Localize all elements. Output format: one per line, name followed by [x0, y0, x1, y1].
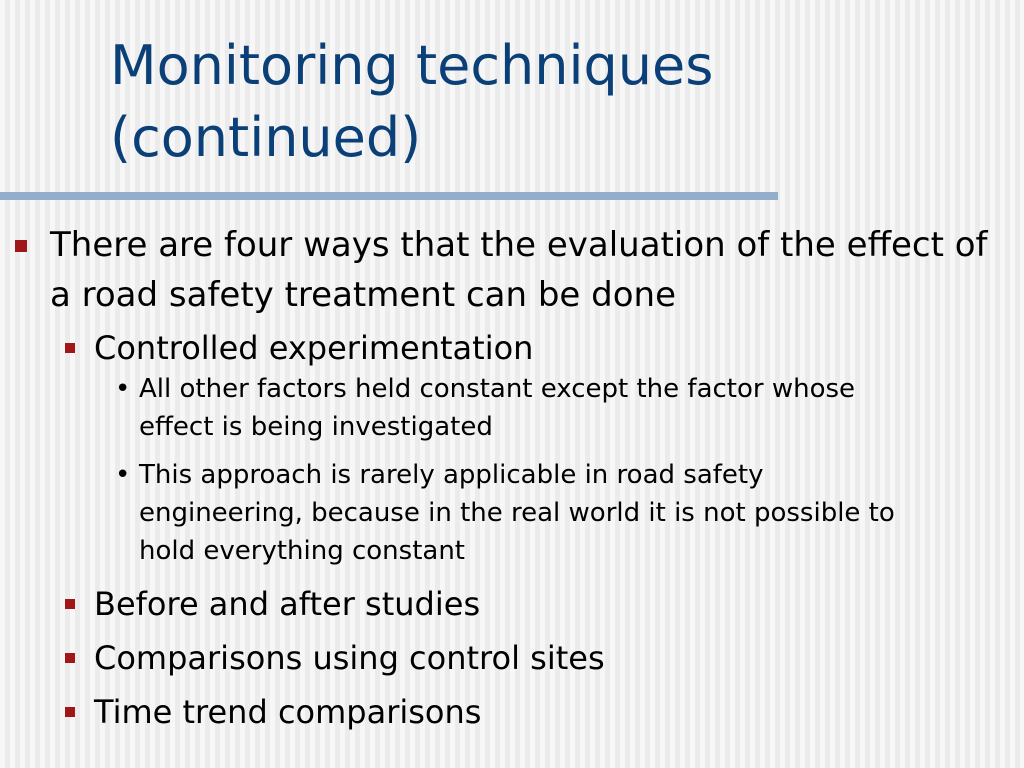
method-detail [0, 370, 909, 446]
square-bullet-icon [65, 599, 75, 609]
method-item-control-sites [0, 638, 994, 678]
method-detail-text: This approach is rarely applicable in road safety engineering, because in the real world it is not possible to hold everything constant [139, 460, 895, 566]
main-bullet [0, 220, 990, 320]
main-bullet-text: There are four ways that the evaluation of the effect of a road safety treatment can be done [50, 225, 988, 315]
method-label: Controlled experimentation [94, 329, 534, 367]
slide-body [0, 220, 1024, 732]
method-label: Before and after studies [94, 585, 481, 623]
method-label: Time trend comparisons [94, 693, 482, 731]
dot-bullet-icon: • [115, 374, 131, 404]
method-item-controlled-experimentation [0, 328, 994, 368]
method-detail [0, 456, 909, 570]
square-bullet-icon [15, 240, 27, 252]
square-bullet-icon [65, 707, 75, 717]
method-item-time-trend [0, 692, 994, 732]
square-bullet-icon [65, 653, 75, 663]
method-detail-text: All other factors held constant except the factor whose effect is being investigated [139, 374, 856, 442]
method-label: Comparisons using control sites [94, 639, 605, 677]
method-item-before-after [0, 584, 994, 624]
square-bullet-icon [65, 343, 75, 353]
title-divider [0, 192, 778, 200]
dot-bullet-icon: • [115, 460, 131, 490]
slide-title: Monitoring techniques (continued) [110, 34, 714, 169]
